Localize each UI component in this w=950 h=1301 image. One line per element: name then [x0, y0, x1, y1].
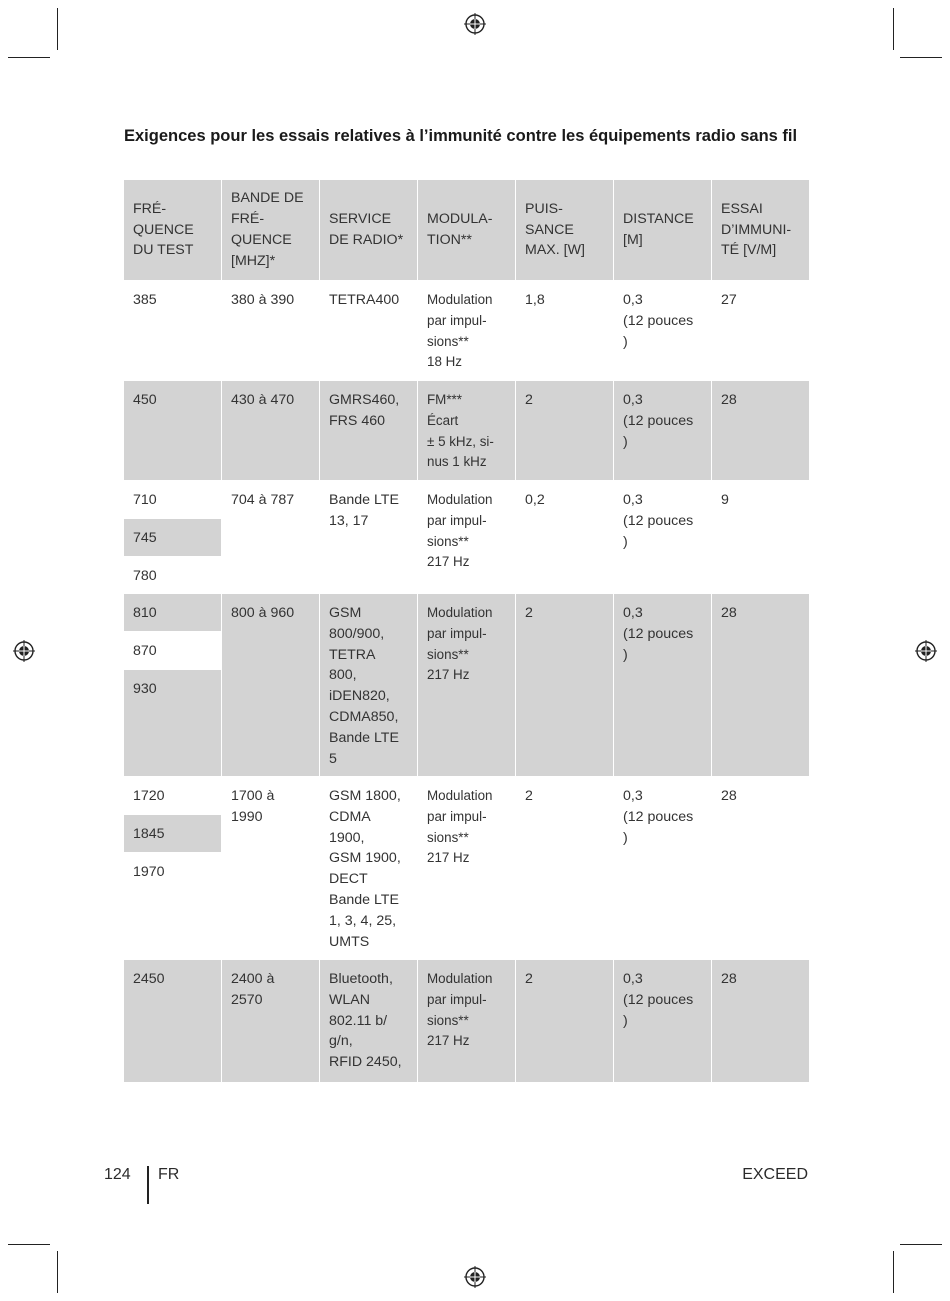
distance-cell: 0,3 (12 pouces ) [614, 777, 711, 959]
crop-mark [8, 57, 50, 58]
distance-cell: 0,3 (12 pouces ) [614, 481, 711, 593]
immunity-test-level-cell: 28 [712, 960, 809, 1082]
distance-cell: 0,3 (12 pouces ) [614, 960, 711, 1082]
registration-mark-icon [915, 640, 937, 662]
frequency-band-cell: 2400 à 2570 [222, 960, 319, 1082]
frequency-band-cell: 430 à 470 [222, 381, 319, 480]
immunity-test-level-cell: 9 [712, 481, 809, 593]
crop-mark [893, 8, 894, 50]
test-frequency-cell: 810 [124, 594, 221, 631]
max-power-cell: 0,2 [516, 481, 613, 593]
test-frequency-cell: 2450 [124, 960, 221, 1082]
test-frequency-cell: 1845 [124, 815, 221, 852]
radio-service-cell: Bluetooth, WLAN 802.11 b/ g/n, RFID 2450, [320, 960, 417, 1082]
immunity-test-table [124, 180, 809, 1082]
distance-cell: 0,3 (12 pouces ) [614, 594, 711, 776]
test-frequency-cell: 450 [124, 381, 221, 480]
crop-mark [900, 57, 942, 58]
modulation-cell: Modulation par impul- sions** 217 Hz [418, 481, 515, 593]
column-header: SERVICE DE RADIO* [320, 180, 417, 280]
column-header: MODULA- TION** [418, 180, 515, 280]
registration-mark-icon [464, 13, 486, 35]
distance-cell: 0,3 (12 pouces ) [614, 381, 711, 480]
column-header: PUIS- SANCE MAX. [W] [516, 180, 613, 280]
crop-mark [8, 1244, 50, 1245]
column-header: ESSAI D’IMMUNI- TÉ [V/M] [712, 180, 809, 280]
modulation-cell: Modulation par impul- sions** 18 Hz [418, 281, 515, 380]
registration-mark-icon [13, 640, 35, 662]
immunity-test-level-cell: 28 [712, 594, 809, 776]
test-frequency-cell: 930 [124, 670, 221, 776]
brand-name: EXCEED [742, 1166, 808, 1183]
crop-mark [57, 8, 58, 50]
test-frequency-cell: 1970 [124, 853, 221, 959]
immunity-test-level-cell: 27 [712, 281, 809, 380]
radio-service-cell: TETRA400 [320, 281, 417, 380]
column-header: BANDE DE FRÉ- QUENCE [MHZ]* [222, 180, 319, 280]
registration-mark-icon [464, 1266, 486, 1288]
max-power-cell: 2 [516, 777, 613, 959]
modulation-cell: Modulation par impul- sions** 217 Hz [418, 960, 515, 1082]
test-frequency-cell: 870 [124, 632, 221, 669]
distance-cell: 0,3 (12 pouces ) [614, 281, 711, 380]
crop-mark [57, 1251, 58, 1293]
radio-service-cell: GSM 800/900, TETRA 800, iDEN820, CDMA850, Bande LTE 5 [320, 594, 417, 776]
radio-service-cell: GMRS460, FRS 460 [320, 381, 417, 480]
frequency-band-cell: 800 à 960 [222, 594, 319, 776]
immunity-test-level-cell: 28 [712, 777, 809, 959]
modulation-cell: Modulation par impul- sions** 217 Hz [418, 777, 515, 959]
immunity-test-level-cell: 28 [712, 381, 809, 480]
radio-service-cell: GSM 1800, CDMA 1900, GSM 1900, DECT Bande LTE 1, 3, 4, 25, UMTS [320, 777, 417, 959]
frequency-band-cell: 1700 à 1990 [222, 777, 319, 959]
column-header: FRÉ- QUENCE DU TEST [124, 180, 221, 280]
column-header: DISTANCE [M] [614, 180, 711, 280]
max-power-cell: 2 [516, 594, 613, 776]
modulation-cell: Modulation par impul- sions** 217 Hz [418, 594, 515, 776]
frequency-band-cell: 380 à 390 [222, 281, 319, 380]
test-frequency-cell: 710 [124, 481, 221, 518]
frequency-band-cell: 704 à 787 [222, 481, 319, 593]
crop-mark [900, 1244, 942, 1245]
radio-service-cell: Bande LTE 13, 17 [320, 481, 417, 593]
crop-mark [893, 1251, 894, 1293]
test-frequency-cell: 780 [124, 557, 221, 593]
modulation-cell: FM*** Écart ± 5 kHz, si- nus 1 kHz [418, 381, 515, 480]
footer-divider [147, 1166, 149, 1204]
page-number: 124 [104, 1166, 131, 1183]
max-power-cell: 1,8 [516, 281, 613, 380]
page-title: Exigences pour les essais relatives à l’immunité contre les équipements radio sans fil [124, 127, 798, 145]
test-frequency-cell: 745 [124, 519, 221, 556]
max-power-cell: 2 [516, 960, 613, 1082]
language-code: FR [158, 1166, 180, 1183]
max-power-cell: 2 [516, 381, 613, 480]
test-frequency-cell: 385 [124, 281, 221, 380]
test-frequency-cell: 1720 [124, 777, 221, 814]
